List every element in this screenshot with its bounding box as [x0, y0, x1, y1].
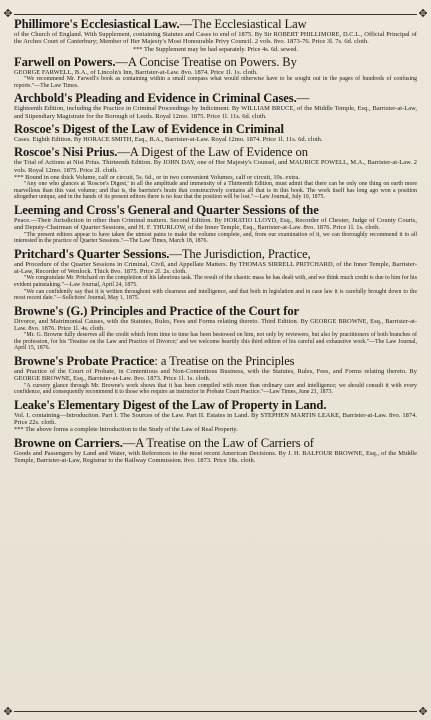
book-entry [14, 248, 417, 302]
book-entry [14, 355, 417, 396]
book-title: Browne's Probate Practice: a Treatise on the Principles [14, 354, 295, 369]
book-description: and Practice of the Court of Probate, in Contentious and Non-Contentious Business, with the Statutes, Rules, Fees, and Forms relating thereto. By GEORGE BROWNE, Esq., Barrister-at-Law. 8vo. 1873. Price 1l. 1s. cloth. [14, 368, 417, 383]
book-entry [14, 437, 417, 465]
corner-ornament-icon: ✥ [3, 706, 13, 718]
corner-ornament-icon: ✥ [418, 706, 428, 718]
book-description: Divorce, and Matrimonial Causes, with the Statutes, Rules, Fees and Forms relating thereto. Third Edition. By GEORGE BROWNE, Esq., Barrister-at-Law. 8vo. 1876. Price 1l. 4s. cloth. [14, 317, 417, 332]
book-entry [14, 399, 417, 434]
book-description: and Procedure of the Quarter Sessions in Criminal, Civil, and Appellate Matters. By THOMAS SIRRELL PRITCHARD, of the Inner Temple, Barrister-at-Law, Recorder of Wenlock. Thick 8vo. 1875. Price 2l. 2s. cloth. [14, 260, 417, 276]
book-title: Farwell on Powers.—A Concise Treatise on Powers. By [14, 54, 297, 69]
book-entry [14, 305, 417, 352]
book-title: Browne on Carriers.—A Treatise on the Law of Carriers of [14, 435, 314, 450]
book-title: Phillimore's Ecclesiastical Law.—The Ecclesiastical Law [14, 17, 307, 31]
review-quote: "We recommend Mr. Farwell's book as containing within a small compass what would otherwise have to be sought out in the pages of hundreds of confusing reports."—The Law Times. [14, 76, 417, 89]
book-title: Roscoe's Digest of the Law of Evidence in Criminal [14, 121, 284, 136]
book-entry [14, 123, 417, 143]
corner-ornament-icon: ✥ [418, 8, 428, 20]
book-entry [14, 56, 417, 89]
book-star-note: *** Bound in one thick Volume, calf or circuit, 5s. 6d., or in two convenient Volumes, calf or circuit, 10s. extra. [14, 173, 300, 181]
top-rule [14, 14, 417, 15]
book-entry [14, 92, 417, 120]
book-description: of the Church of England. With Supplement, containing Statutes and Cases to end of 1875. By Sir ROBERT PHILLIMORE, D.C.L., Official Principal of the Arches Court of Canterbury; Member of Her Majesty's Most Honourable Privy Council. 2 vols. 8vo. 1873-76. Price 3l. 7s. 6d. cloth. [14, 31, 417, 46]
book-star-note: *** The Supplement may be had separately. Price 4s. 6d. sewed. [132, 45, 299, 53]
book-entry [14, 146, 417, 201]
review-quote: "We congratulate Mr. Pritchard on the completion of his laborious task. The result of the chaotic mass he has dealt with, and we think much credit is due to him for his evident painstaking."—Law Journal, April 24, 1875. [14, 275, 417, 288]
book-title: Leeming and Cross's General and Quarter Sessions of the [14, 202, 319, 217]
review-quote: "Mr. G. Browne fully deserves all the credit which from time to time has been bestowed on him, not only by reviewers, but also by practitioners of both branches of the profession, for his 'Treatise on the Law and Practice of Divorce;' and we welcome heartily this third edition of his careful and exhaustive work."—The Law Journal, April 15, 1876. [14, 332, 417, 352]
book-title: Browne's (G.) Principles and Practice of the Court for [14, 303, 300, 318]
book-entry [14, 204, 417, 245]
book-star-note: *** The above forms a complete Introduction to the Study of the Law of Real Property. [14, 426, 238, 434]
review-quote: "A cursory glance through Mr. Browne's work shows that it has been compiled with more than ordinary care and intelligence; we should consult it with every confidence, and consequently recommend it to those who require an instructor in Probate Court Practice."—Law Times, June 21, 1873. [14, 382, 417, 396]
book-description: Peace.—Their Jurisdiction in other than Criminal matters. Second Edition. By HORATIO LLOYD, Esq., Recorder of Chester, Judge of County Courts, and Deputy-Chairman of Quarter Sessions, and H. F. THURLOW, of the Inner Temple, Esq., Barrister-at-Law. 8vo. 1876. Price 1l. 1s. cloth. [14, 216, 417, 232]
book-title: Pritchard's Quarter Sessions.—The Jurisdiction, Practice, [14, 246, 311, 261]
book-title: Leake's Elementary Digest of the Law of Property in Land. [14, 397, 327, 412]
review-quote: "The present editors appear to have taken the utmost pains to make the volume complete, and, from our examination of it, we can thoroughly recommend it to all interested in the practice of Quarter Sessions."—The Law Times, March 18, 1876. [14, 231, 417, 245]
book-title: Archbold's Pleading and Evidence in Criminal Cases.— [14, 91, 310, 106]
bottom-rule [14, 711, 417, 712]
book-description: the Trial of Actions at Nisi Prius. Thirteenth Edition. By JOHN DAY, one of Her Majesty's Counsel, and MAURICE POWELL, M.A., Barrister-at-Law. 2 vols. Royal 12mo. 1875. Price 2l. cloth. [14, 159, 417, 174]
review-quote: "We can confidently say that it is written throughout with clearness and intelligence, and that both in legislation and in case law it is carefully brought down to the most recent date."—Solicitors' Journal, May 1, 1875. [14, 288, 417, 302]
book-description: Goods and Passengers by Land and Water, with References to the most recent American Decisions. By J. H. BALFOUR BROWNE, Esq., of the Middle Temple, Barrister-at-Law, Registrar to the Railway Commission. 8vo. 1873. Price 18s. cloth. [14, 449, 417, 465]
book-list [14, 18, 417, 464]
book-description: GEORGE FARWELL, B.A., of Lincoln's Inn, Barrister-at-Law. 8vo. 1874. Price 1l. 1s. cloth. [14, 68, 258, 76]
book-entry [14, 18, 417, 53]
book-description: Eighteenth Edition, including the Practice in Criminal Proceedings by Indictment. By WILLIAM BRUCE, of the Middle Temple, Esq., Barrister-at-Law, and Stipendiary Magistrate for the Borough of Leeds. Royal 12mo. 1875. Price 1l. 11s. 6d. cloth. [14, 105, 417, 120]
book-title: Roscoe's Nisi Prius.—A Digest of the Law of Evidence on [14, 145, 308, 160]
review-quote: "Any one who glances at 'Roscoe's Digest,' in all the amplitude and immensity of a Thirteenth Edition, must admit that there can be only one thing on earth more marvellous than this vast volume; and that is, the barrister's brain that constructively contains all that is in this book. The work itself has long ago won a position altogether unique, and in the hands of its present editors there is no fear that the position will be lost."—Law Journal, July 10, 1875. [14, 181, 417, 201]
book-description: Cases. Eighth Edition. By HORACE SMITH, Esq., B.A., Barrister-at-Law. Royal 12mo. 1874. Price 1l. 11s. 6d. cloth. [14, 135, 323, 143]
book-description: Vol. I. containing—Introduction. Part I. The Sources of the Law. Part II. Estates in Land. By STEPHEN MARTIN LEAKE, Barrister-at-Law. 8vo. 1874. Price 22s. cloth. [14, 411, 417, 427]
corner-ornament-icon: ✥ [3, 8, 13, 20]
